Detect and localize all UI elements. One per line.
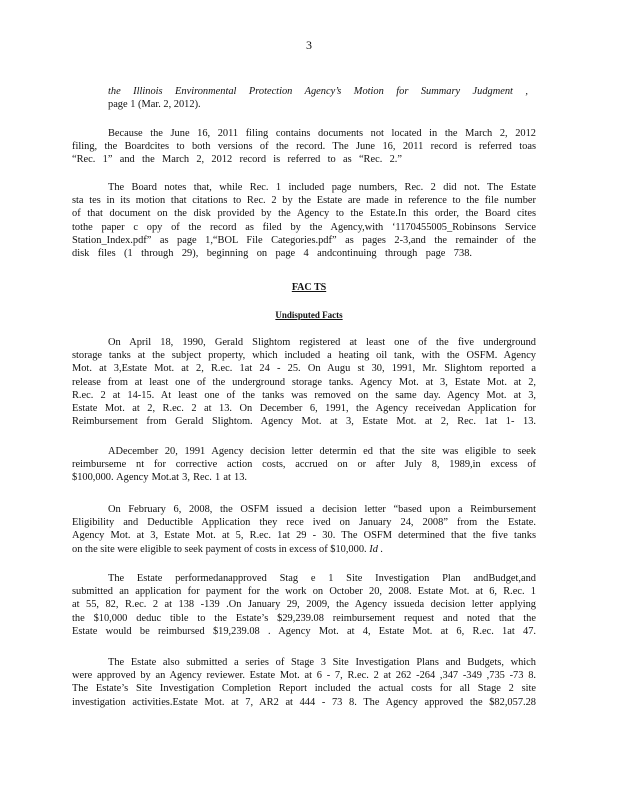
paragraph-stage-3 — [72, 656, 536, 709]
text-line: the $10,000 deduc tible to the Estate’s $29,239.08 reimbursement request and noted that the — [72, 612, 536, 624]
paragraph-osfm-2008 — [72, 503, 536, 556]
text-line: The Estate’s Site Investigation Completion Report included the actual costs for all Stage 2 site — [72, 683, 536, 695]
id-citation: Id . — [369, 543, 384, 555]
text-line: disk files (1 through 29), beginning on page 4 andcontinuing through page 738. — [72, 248, 472, 260]
text-line: $100,000. Agency Mot.at 3, Rec. 1 at 13. — [72, 472, 247, 484]
citation-line-1: the Illinois Environmental Protection Agency’s Motion for Summary Judgment , — [108, 86, 528, 97]
text-fragment: on the site were eligible to seek payment of costs in excess of $10,000. — [72, 543, 367, 555]
text-line: R.ec. 2 at 14-15. At least one of the tanks was removed on the same day. Agency Mot. at 3, — [72, 389, 536, 401]
text-line: The Estate also submitted a series of Stage 3 Site Investigation Plans and Budgets, which — [108, 657, 536, 668]
text-line: Eligibility and Deductible Application they rece ived on January 24, 2008” from the Estate. — [72, 517, 536, 529]
text-line: On April 18, 1990, Gerald Slightom registered at least one of the five underground — [108, 337, 536, 348]
text-line: On February 6, 2008, the OSFM issued a decision letter “based upon a Reimbursement — [108, 504, 536, 515]
text-line: release from at least one of the underground storage tanks. Agency Mot. at 3, Estate Mot. at 2, — [72, 376, 536, 388]
text-line: sta tes in its motion that citations to Rec. 2 by the Estate are made in reference to the file number — [72, 195, 536, 207]
paragraph-registration — [72, 336, 536, 428]
text-line: reimburseme nt for corrective action costs, accrued on or after July 8, 1989,in excess of — [72, 459, 536, 471]
citation-block — [72, 85, 536, 111]
text-line: Estate would be reimbursed $19,239.08 . Agency Mot. at 4, Estate Mot. at 6, R.ec. 1at 47. — [72, 625, 536, 637]
paragraph-stage-1 — [72, 572, 536, 638]
text-line: of that document on the disk provided by the Agency to the Estate.In this order, the Board cites — [72, 208, 536, 220]
text-line: were approved by an Agency reviewer. Estate Mot. at 6 - 7, R.ec. 2 at 262 -264 ,347 -349 ,735 -73 8. — [72, 670, 536, 682]
paragraph-eligibility-1991 — [72, 445, 536, 485]
text-line: investigation activities.Estate Mot. at 7, AR2 at 444 - 73 8. The Agency approved the $82,057.28 — [72, 696, 536, 708]
text-line: filing, the Boardcites to both versions of the record. The June 16, 2011 record is referred toas — [72, 141, 536, 153]
text-line — [72, 543, 536, 556]
text-line: tothe paper c opy of the record as filed by the Agency,with ‘1170455005_Robinsons Service — [72, 221, 536, 233]
citation-line-2: page 1 (Mar. 2, 2012). — [108, 99, 201, 111]
text-line: Because the June 16, 2011 filing contains documents not located in the March 2, 2012 — [108, 128, 536, 139]
text-line: Reimbursement from Gerald Slightom. Agency Mot. at 3, Estate Mot. at 2, Rec. 1at 1- 13. — [72, 416, 536, 428]
text-line: at 55, 82, R.ec. 2 at 138 -139 .On January 29, 2009, the Agency issueda decision letter applying — [72, 599, 536, 611]
facts-heading: FAC TS — [291, 282, 327, 293]
paragraph-record-versions — [72, 127, 536, 167]
text-line: Estate Mot. at 2, R.ec. 2 at 13. On December 6, 1991, the Agency receivedan Application for — [72, 403, 536, 415]
text-line: Mot. at 3,Estate Mot. at 2, R.ec. 1at 24 - 25. On Augu st 30, 1991, Mr. Slightom reported a — [72, 363, 536, 375]
text-line: “Rec. 1” and the March 2, 2012 record is referred to as “Rec. 2.” — [72, 154, 402, 166]
page-number: 3 — [306, 38, 312, 52]
text-line: Agency Mot. at 3, Estate Mot. at 5, R.ec. 1at 29 - 30. The OSFM determined that the five tanks — [72, 530, 536, 542]
text-line: ADecember 20, 1991 Agency decision letter determin ed that the site was eligible to seek — [108, 446, 536, 457]
undisputed-facts-heading: Undisputed Facts — [275, 310, 343, 320]
text-line: submitted an application for payment for the work on October 20, 2008. Estate Mot. at 6, R.ec. 1 — [72, 586, 536, 598]
paragraph-page-numbers — [72, 181, 536, 260]
text-line: storage tanks at the subject property, which included a heating oil tank, with the OSFM. Agency — [72, 350, 536, 362]
text-line: Station_Index.pdf” as page 1,“BOL File Categories.pdf” as pages 2-3,and the remainder of the — [72, 234, 536, 246]
text-line: The Estate performedanapproved Stag e 1 Site Investigation Plan andBudget,and — [108, 573, 536, 584]
text-line: The Board notes that, while Rec. 1 included page numbers, Rec. 2 did not. The Estate — [108, 182, 536, 193]
